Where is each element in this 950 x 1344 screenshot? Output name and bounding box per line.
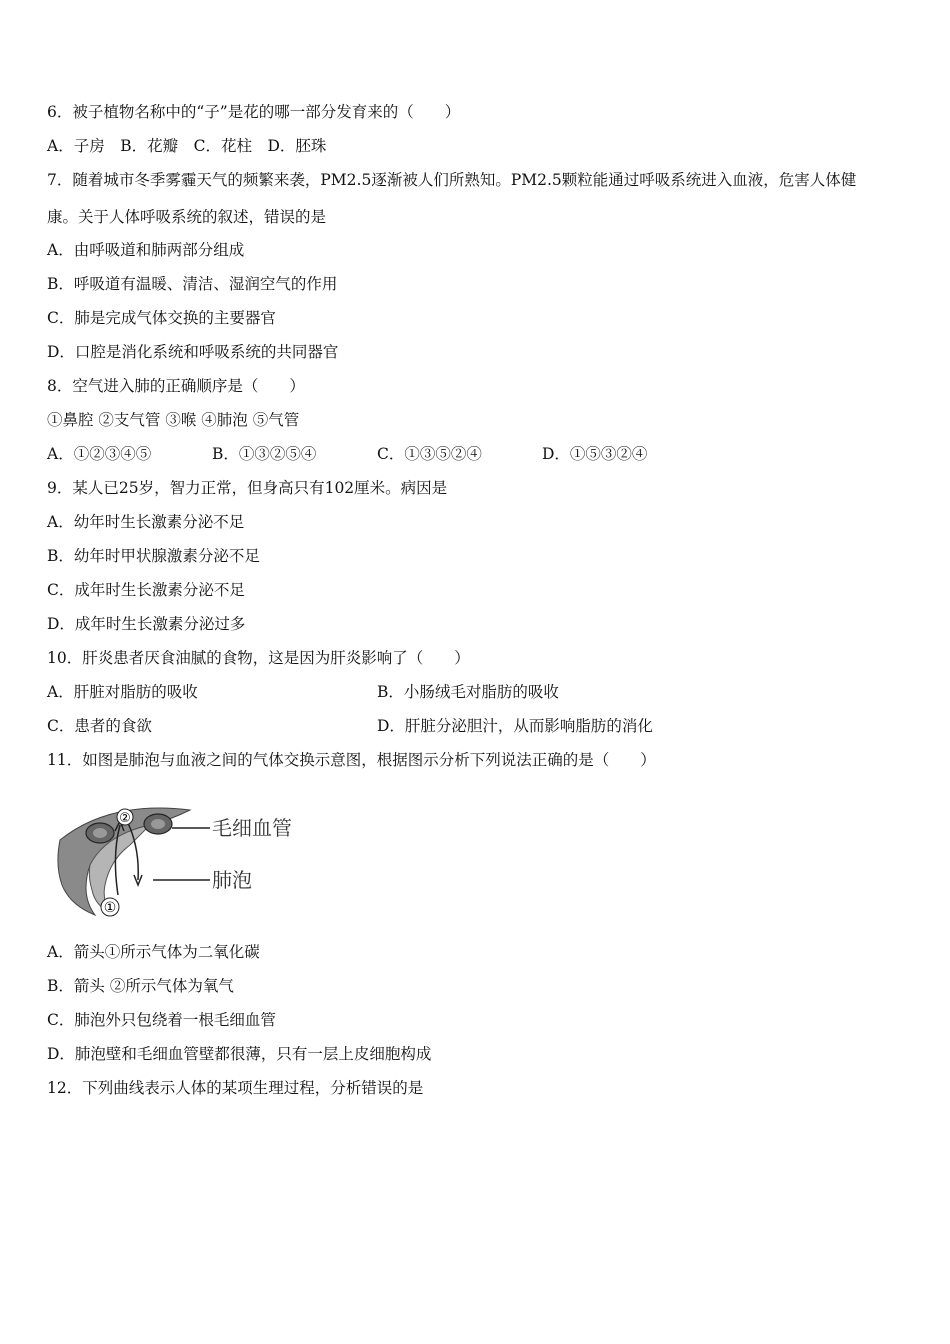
q7-stem-line1: 7．随着城市冬季雾霾天气的频繁来袭，PM2.5逐渐被人们所熟知。PM2.5颗粒能通过呼吸系统进入血液，危害人体健 [47, 171, 857, 189]
q6-options: A．子房 B．花瓣 C．花柱 D．胚珠 [47, 137, 327, 155]
marker-2: ② [119, 811, 131, 826]
q7-stem-line2: 康。关于人体呼吸系统的叙述，错误的是 [47, 208, 327, 226]
q11-option-a: A．箭头①所示气体为二氧化碳 [47, 943, 260, 961]
q9-stem: 9．某人已25岁，智力正常，但身高只有102厘米。病因是 [47, 479, 448, 497]
q11-stem: 11．如图是肺泡与血液之间的气体交换示意图，根据图示分析下列说法正确的是（ ） [47, 751, 656, 769]
q7-option-c: C．肺是完成气体交换的主要器官 [47, 309, 276, 327]
q8-items: ①鼻腔 ②支气管 ③喉 ④肺泡 ⑤气管 [47, 411, 300, 429]
q9-option-b: B．幼年时甲状腺激素分泌不足 [47, 547, 260, 565]
q8-option-a: A．①②③④⑤ [47, 445, 152, 463]
capillary-label: 毛细血管 [212, 816, 292, 840]
q9-option-d: D．成年时生长激素分泌过多 [47, 615, 246, 633]
q11-option-b: B．箭头 ②所示气体为氧气 [47, 977, 234, 995]
q10-option-b: B．小肠绒毛对脂肪的吸收 [377, 683, 559, 701]
marker-1: ① [103, 900, 117, 916]
q9-option-a: A．幼年时生长激素分泌不足 [47, 513, 245, 531]
q7-option-d: D．口腔是消化系统和呼吸系统的共同器官 [47, 343, 339, 361]
alveolus-label: 肺泡 [212, 868, 252, 892]
q7-option-a: A．由呼吸道和肺两部分组成 [47, 241, 245, 259]
q10-option-a: A．肝脏对脂肪的吸收 [47, 683, 198, 701]
q11-option-d: D．肺泡壁和毛细血管壁都很薄，只有一层上皮细胞构成 [47, 1045, 432, 1063]
q8-option-b: B．①③②⑤④ [212, 445, 317, 463]
q10-stem: 10．肝炎患者厌食油腻的食物，这是因为肝炎影响了（ ） [47, 649, 470, 667]
q9-option-c: C．成年时生长激素分泌不足 [47, 581, 245, 599]
q6-stem: 6．被子植物名称中的“子”是花的哪一部分发育来的（ ） [47, 103, 461, 121]
q8-option-c: C．①③⑤②④ [377, 445, 482, 463]
q12-stem: 12．下列曲线表示人体的某项生理过程，分析错误的是 [47, 1079, 424, 1097]
q7-option-b: B．呼吸道有温暖、清洁、湿润空气的作用 [47, 275, 338, 293]
q8-option-d: D．①⑤③②④ [542, 445, 648, 463]
q10-option-c: C．患者的食欲 [47, 717, 152, 735]
q10-option-d: D．肝脏分泌胆汁，从而影响脂肪的消化 [377, 717, 653, 735]
q8-stem: 8．空气进入肺的正确顺序是（ ） [47, 377, 305, 395]
alveolus-gas-exchange-diagram [50, 795, 320, 925]
q11-option-c: C．肺泡外只包绕着一根毛细血管 [47, 1011, 276, 1029]
